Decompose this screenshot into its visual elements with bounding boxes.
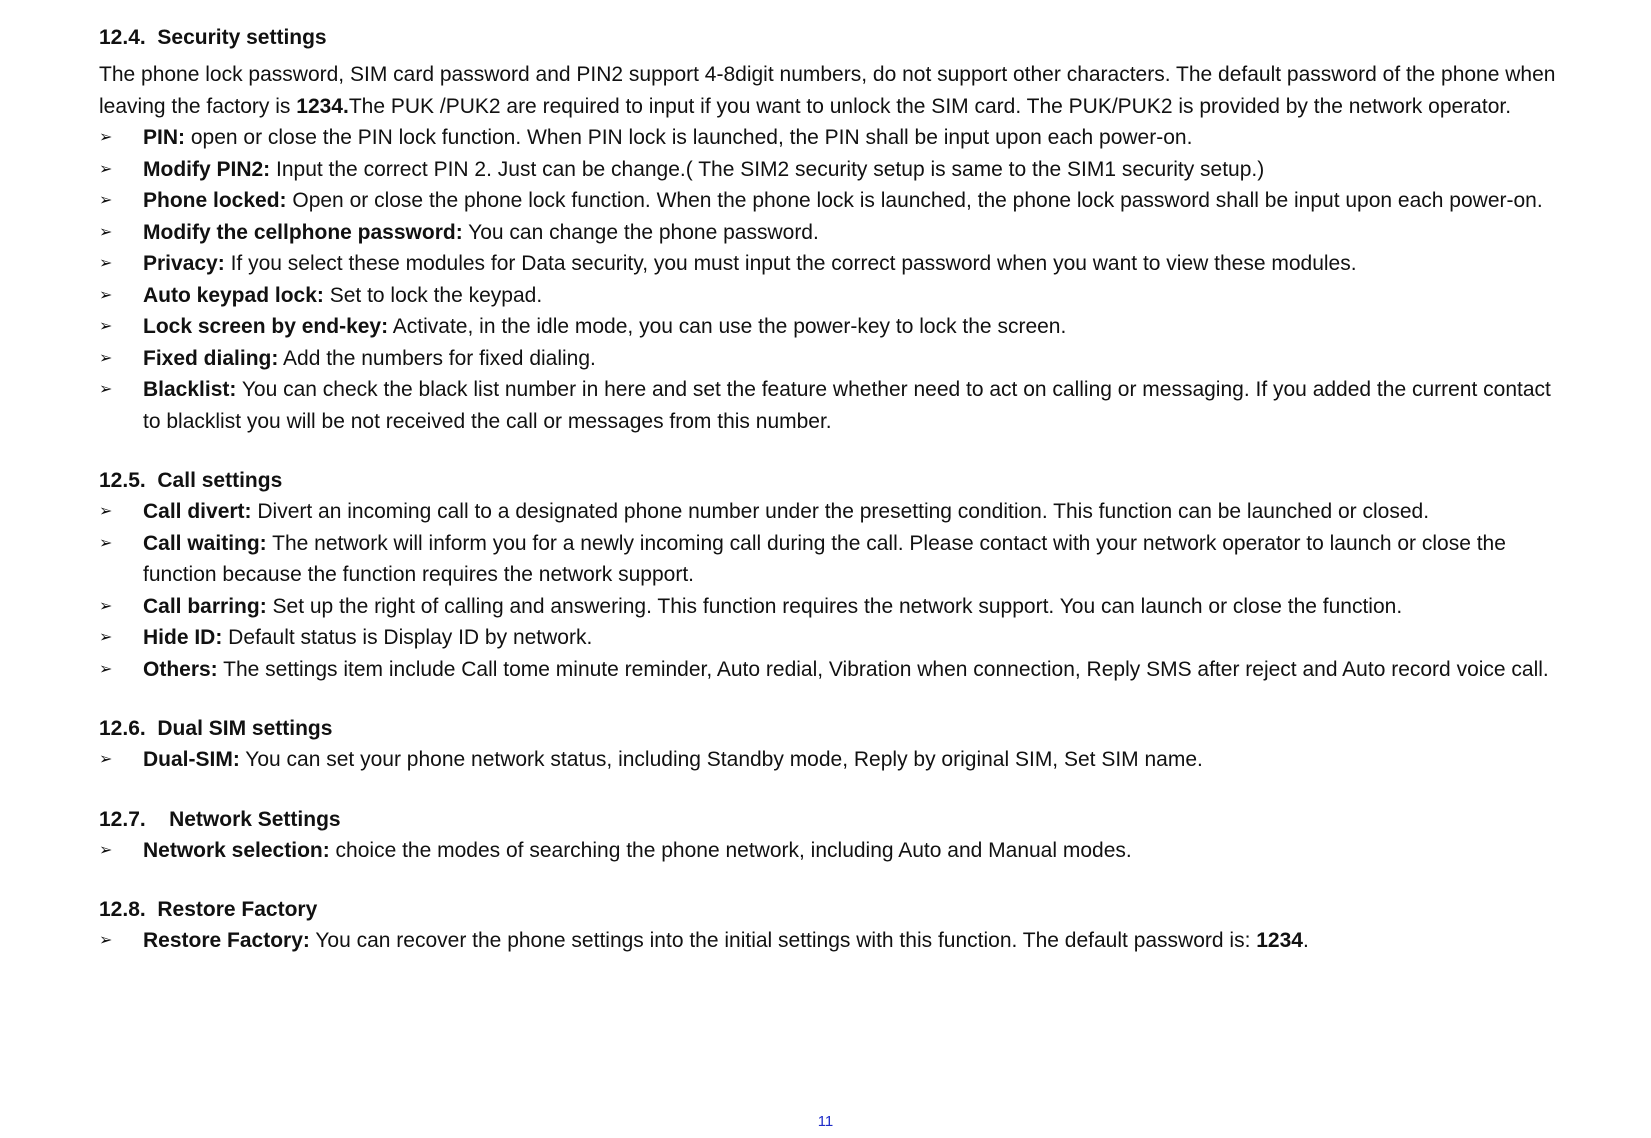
list-item-tail: . [1302, 929, 1309, 952]
list-item-text: You can change the phone password. [462, 220, 819, 244]
section-number: 12.5. [99, 469, 146, 492]
list-item [99, 280, 1569, 312]
list-item [99, 528, 1569, 591]
list-item [99, 496, 1569, 528]
section-title: Restore Factory [157, 898, 318, 921]
arrow-bullet-icon: ➢ [99, 660, 113, 678]
list-item [99, 185, 1569, 217]
list-item [99, 154, 1569, 186]
arrow-bullet-icon: ➢ [99, 223, 113, 241]
list-item-term: Lock screen by end-key: [143, 315, 389, 338]
list-item-term: Blacklist: [143, 378, 237, 401]
arrow-bullet-icon: ➢ [99, 318, 113, 335]
section-heading-dualsim [99, 713, 1569, 744]
arrow-bullet-icon: ➢ [99, 255, 113, 272]
security-list [99, 122, 1569, 437]
default-password-bold: 1234. [296, 94, 349, 118]
list-item-term: Dual-SIM: [143, 748, 240, 771]
list-item [99, 311, 1569, 343]
call-list [99, 496, 1569, 685]
section-title: Network Settings [169, 807, 341, 831]
arrow-bullet-icon: ➢ [99, 129, 113, 146]
section-number: 12.6. [99, 717, 146, 740]
section-title: Call settings [157, 469, 283, 492]
list-item-text: open or close the PIN lock function. When PIN lock is launched, the PIN shall be input upon each power-on. [185, 126, 1193, 149]
arrow-bullet-icon: ➢ [99, 534, 113, 552]
list-item [99, 217, 1569, 249]
list-item-term: PIN: [143, 126, 185, 149]
list-item-text: Set up the right of calling and answering. This function requires the network support. You can launch or close the function. [266, 594, 1403, 618]
list-item-term: Fixed dialing: [143, 346, 279, 370]
list-item-text: Set to lock the keypad. [323, 283, 543, 307]
dualsim-list [99, 744, 1569, 776]
list-item-term: Call divert: [143, 500, 252, 523]
list-item [99, 925, 1569, 957]
list-item [99, 122, 1569, 154]
section-heading-security [99, 22, 1569, 53]
intro-text: The phone lock password, SIM card password and PIN2 support 4-8digit numbers, do not support other characters. The default password of the phone when leaving the factory is [99, 63, 1556, 118]
list-item-text: You can set your phone network status, including Standby mode, Reply by original SIM, Set SIM name. [239, 748, 1203, 771]
section-number: 12.8. [99, 898, 146, 921]
section-heading-restore [99, 894, 1569, 925]
list-item-text: You can check the black list number in here and set the feature whether need to act on calling or messaging. If you added the current contact to blacklist you will be not received the call or messages from this number. [143, 378, 1551, 433]
arrow-bullet-icon: ➢ [99, 597, 113, 615]
list-item-text: Add the numbers for fixed dialing. [278, 346, 596, 370]
list-item-text: If you select these modules for Data security, you must input the correct password when you want to view these modules. [224, 252, 1357, 275]
list-item-term: Phone locked: [143, 189, 287, 212]
list-item [99, 744, 1569, 776]
list-item-term: Others: [143, 657, 218, 681]
list-item-text: The settings item include Call tome minute reminder, Auto redial, Vibration when connection, Reply SMS after reject and Auto record voice call. [217, 657, 1549, 681]
list-item-term: Network selection: [143, 838, 330, 862]
list-item-text: The network will inform you for a newly incoming call during the call. Please contact with your network operator to launch or close the function because the function requires the network support. [143, 531, 1506, 586]
document-page [99, 22, 1569, 957]
list-item-term: Call barring: [143, 594, 267, 618]
arrow-bullet-icon: ➢ [99, 286, 113, 304]
list-item-text: You can recover the phone settings into the initial settings with this function. The default password is: [309, 929, 1257, 952]
list-item [99, 248, 1569, 280]
section-number: 12.7. [99, 807, 146, 831]
arrow-bullet-icon: ➢ [99, 932, 113, 949]
arrow-bullet-icon: ➢ [99, 751, 113, 768]
list-item-term: Modify PIN2: [143, 157, 271, 181]
section-heading-network [99, 804, 1569, 835]
list-item-term: Restore Factory: [143, 929, 310, 952]
list-item-text: Activate, in the idle mode, you can use the power-key to lock the screen. [388, 315, 1067, 338]
list-item-text: choice the modes of searching the phone network, including Auto and Manual modes. [329, 838, 1132, 862]
restore-list [99, 925, 1569, 957]
list-item-term: Modify the cellphone password: [143, 220, 463, 244]
list-item-term: Auto keypad lock: [143, 283, 324, 307]
section-title: Dual SIM settings [157, 717, 333, 740]
arrow-bullet-icon: ➢ [99, 381, 113, 398]
arrow-bullet-icon: ➢ [99, 629, 113, 646]
arrow-bullet-icon: ➢ [99, 160, 113, 178]
list-item-text: Divert an incoming call to a designated phone number under the presetting condition. This function can be launched or closed. [251, 500, 1430, 523]
list-item [99, 654, 1569, 686]
arrow-bullet-icon: ➢ [99, 841, 113, 859]
section-number: 12.4. [99, 26, 146, 49]
arrow-bullet-icon: ➢ [99, 349, 113, 367]
section-title: Security settings [157, 26, 327, 49]
list-item-term: Call waiting: [143, 531, 267, 555]
list-item-text: Open or close the phone lock function. When the phone lock is launched, the phone lock password shall be input upon each power-on. [286, 189, 1543, 212]
list-item-text: Input the correct PIN 2. Just can be change.( The SIM2 security setup is same to the SIM1 security setup.) [270, 157, 1265, 181]
list-item [99, 622, 1569, 654]
arrow-bullet-icon: ➢ [99, 503, 113, 520]
page-number: 11 [817, 1113, 834, 1130]
list-item [99, 835, 1569, 867]
security-intro-paragraph [99, 59, 1569, 122]
list-item [99, 374, 1569, 437]
list-item-text: Default status is Display ID by network. [222, 626, 593, 649]
network-list [99, 835, 1569, 867]
list-item [99, 591, 1569, 623]
list-item [99, 343, 1569, 375]
list-item-term: Hide ID: [143, 626, 223, 649]
list-item-term: Privacy: [143, 252, 225, 275]
list-item-bold-value: 1234 [1256, 929, 1303, 952]
arrow-bullet-icon: ➢ [99, 192, 113, 209]
intro-text-continued: The PUK /PUK2 are required to input if you want to unlock the SIM card. The PUK/PUK2 is provided by the network operator. [348, 94, 1512, 118]
section-heading-call [99, 465, 1569, 496]
